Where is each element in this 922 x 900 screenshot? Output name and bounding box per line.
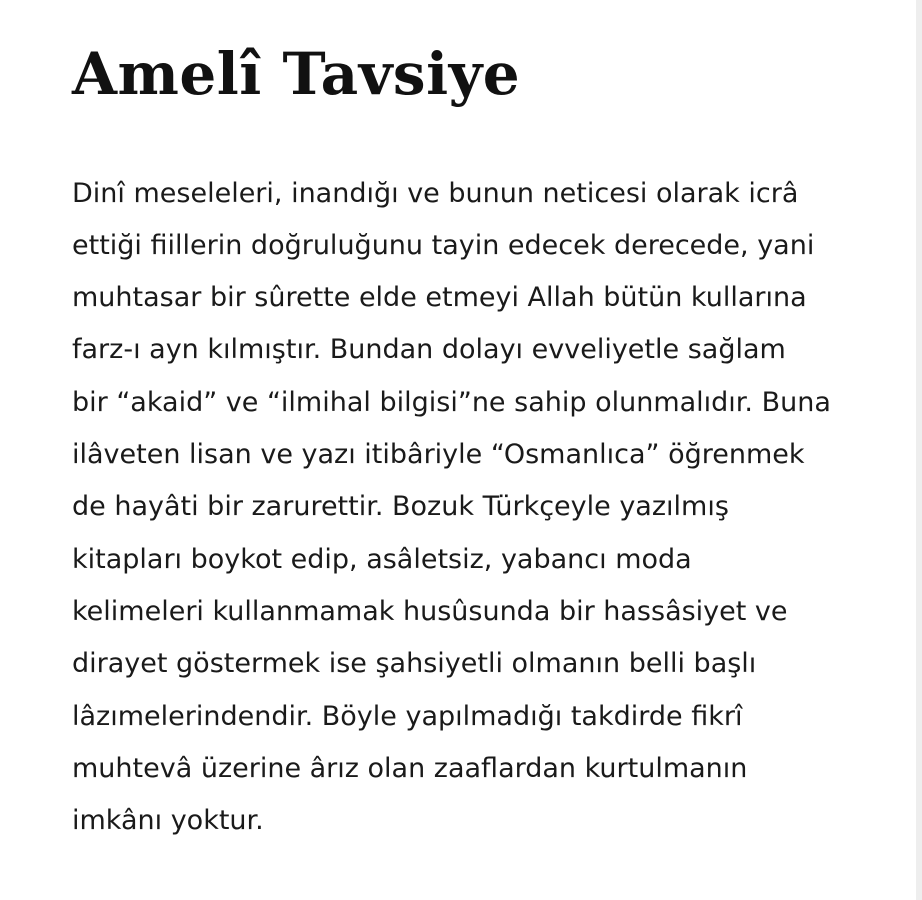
article-body: Dinî meseleleri, inandığı ve bunun neticesi olarak icrâ ettiği fiillerin doğruluğunu tayin edecek derecede, yani muhtasar bir sûrette elde etmeyi Allah bütün kullarına farz-ı ayn kılmıştır. Bundan dolayı evveliyetle sağlam bir “akaid” ve “ilmihal bilgisi”ne sahip olunmalıdır. Buna ilâveten lisan ve yazı itibâriyle “Osmanlıca” öğrenmek de hayâti bir zarurettir. Bozuk Türkçeyle yazılmış kitapları boykot edip, asâletsiz, yabancı moda kelimeleri kullanmamak husûsunda bir hassâsiyet ve dirayet göstermek ise şahsiyetli olmanın belli başlı lâzımelerindendir. Böyle yapılmadığı takdirde fikrî muhtevâ üzerine ârız olan zaaflardan kurtulmanın imkânı yoktur. bbox=[72, 177, 831, 837]
article bbox=[72, 40, 872, 847]
article-title: Amelî Tavsiye bbox=[72, 40, 521, 108]
page-edge bbox=[916, 0, 922, 900]
